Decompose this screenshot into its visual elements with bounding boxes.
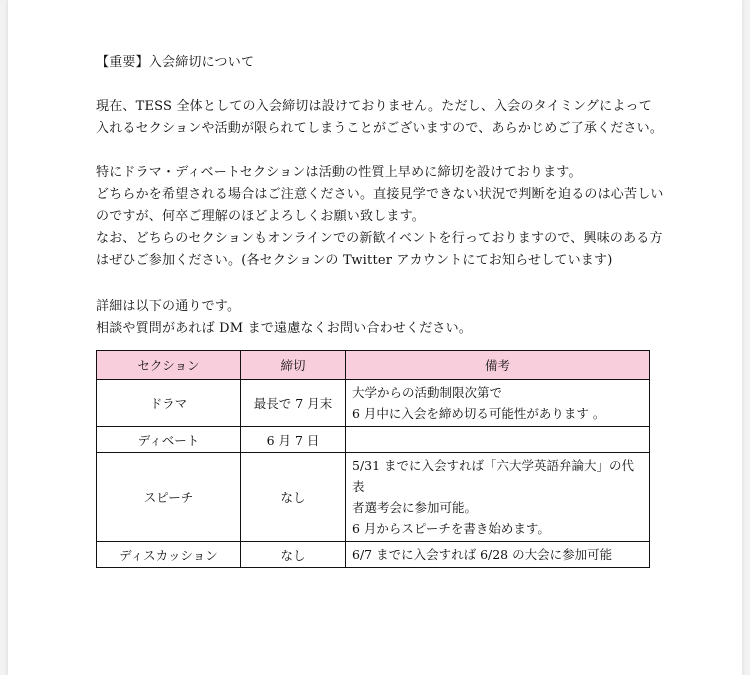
table-row — [97, 453, 650, 542]
note-line: 6 月からスピーチを書き始めます。 — [352, 521, 550, 536]
text-line: 詳細は以下の通りです。 — [96, 299, 241, 314]
table-row — [97, 542, 650, 568]
paragraph-intro — [96, 96, 663, 140]
table-row — [97, 380, 650, 427]
cell-section: ドラマ — [97, 380, 241, 427]
cell-deadline: 最長で 7 月末 — [241, 380, 346, 427]
text-line: なお、どちらのセクションもオンラインでの新歓イベントを行っておりますので、興味のある方 — [96, 231, 663, 246]
text-line: 相談や質問があれば DM まで遠慮なくお問い合わせください。 — [96, 321, 472, 336]
deadline-table — [96, 350, 650, 568]
note-line: 5/31 までに入会すれば「六大学英語弁論大」の代表 — [352, 458, 635, 494]
header-section: セクション — [97, 351, 241, 380]
document-heading: 【重要】入会締切について — [96, 55, 255, 70]
cell-section: スピーチ — [97, 453, 241, 542]
cell-notes — [346, 380, 650, 427]
note-line: 大学からの活動制限次第で — [352, 385, 503, 400]
text-line: はぜひご参加ください。(各セクションの Twitter アカウントにてお知らせしています) — [96, 253, 613, 268]
cell-notes: 6/7 までに入会すれば 6/28 の大会に参加可能 — [346, 542, 650, 568]
text-line: 入れるセクションや活動が限られてしまうことがございますので、あらかじめご了承ください。 — [96, 121, 664, 136]
cell-deadline: なし — [241, 453, 346, 542]
cell-section: ディベート — [97, 427, 241, 453]
cell-deadline: 6 月 7 日 — [241, 427, 346, 453]
document-page — [8, 0, 742, 675]
note-line: 者選考会に参加可能。 — [352, 500, 478, 515]
paragraph-details — [96, 296, 472, 340]
cell-notes — [346, 427, 650, 453]
paragraph-drama-debate — [96, 162, 664, 272]
cell-deadline: なし — [241, 542, 346, 568]
table-row — [97, 427, 650, 453]
text-line: どちらかを希望される場合はご注意ください。直接見学できない状況で判断を迫るのは心苦しい — [96, 187, 664, 202]
text-line: のですが、何卒ご理解のほどよろしくお願い致します。 — [96, 209, 425, 224]
cell-notes — [346, 453, 650, 542]
text-line: 現在、TESS 全体としての入会締切は設けておりません。ただし、入会のタイミングによって — [96, 99, 652, 114]
cell-section: ディスカッション — [97, 542, 241, 568]
table-header-row — [97, 351, 650, 380]
text-line: 特にドラマ・ディベートセクションは活動の性質上早めに締切を設けております。 — [96, 165, 582, 180]
header-deadline: 締切 — [241, 351, 346, 380]
note-line: 6 月中に入会を締め切る可能性があります 。 — [352, 406, 606, 421]
header-notes: 備考 — [346, 351, 650, 380]
